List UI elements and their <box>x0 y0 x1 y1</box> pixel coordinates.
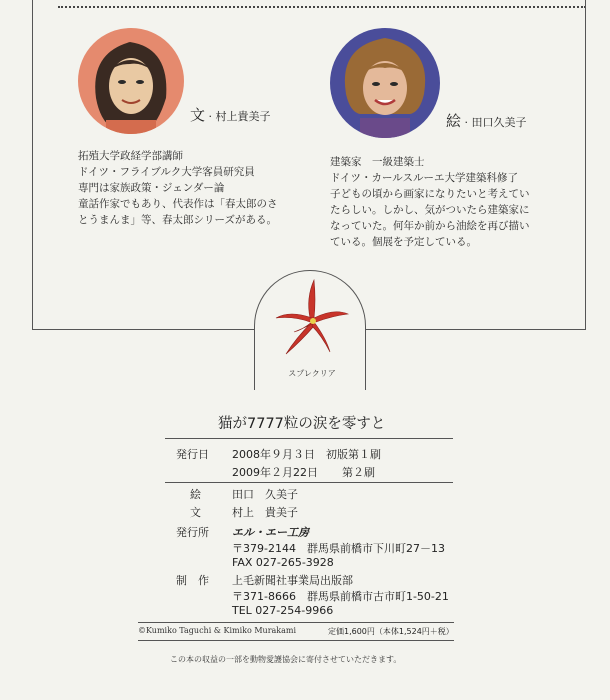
author-credit-separator: · <box>205 110 216 123</box>
illus-label: 絵 <box>190 488 201 501</box>
illustrator-bio-line: ている。個展を予定している。 <box>330 236 477 248</box>
illustrator-role: 絵 <box>446 112 462 130</box>
illustrator-credit-separator: · <box>461 116 472 129</box>
author-role: 文 <box>190 106 206 124</box>
author-bio <box>78 148 278 228</box>
illustrator-portrait <box>330 28 440 138</box>
illustrator-bio-line: たらしい。しかし、気がついたら建築家に <box>330 204 530 216</box>
illustrator-bio <box>330 154 530 250</box>
copyright: ©Kumiko Taguchi & Kimiko Murakami <box>138 626 297 635</box>
author-bio-line: 童話作家でもあり、代表作は「春太郎のさ <box>78 198 278 210</box>
illustrator-credit <box>446 110 527 131</box>
illustrator-bio-line: ドイツ・カールスルーエ大学建築科修了 <box>330 172 518 184</box>
colophon-rule <box>138 622 454 623</box>
bottom-rule <box>138 640 454 641</box>
illustrator-name: 田口久美子 <box>471 116 527 129</box>
production-address: 〒371-8666 群馬県前橋市古市町1-50-21 <box>232 590 449 603</box>
production-name: 上毛新聞社事業局出版部 <box>232 574 353 587</box>
author-bio-line: とうまんま」等、春太郎シリーズがある。 <box>78 214 277 226</box>
production-tel: TEL 027-254-9966 <box>232 604 334 617</box>
publisher-fax: FAX 027-265-3928 <box>232 556 334 569</box>
publisher-name: エル・エー工房 <box>232 526 309 539</box>
publisher-address: 〒379-2144 群馬県前橋市下川町27－13 <box>232 542 445 555</box>
issue2-edition: 第２刷 <box>342 466 375 479</box>
flower-caption: スプレクリア <box>288 369 336 378</box>
production-label: 制 作 <box>176 574 209 587</box>
issue1-date: 2008年９月３日 <box>232 448 315 461</box>
price: 定価1,600円（本体1,524円＋税） <box>328 627 454 636</box>
issue2-date: 2009年２月22日 <box>232 466 318 479</box>
donation-notice: この本の収益の一部を動物愛護協会に寄付させていただきます。 <box>170 655 402 664</box>
book-title: 猫が7777粒の涙を零すと <box>218 416 386 432</box>
issued-label: 発行日 <box>176 448 209 461</box>
author-name: 村上貴美子 <box>215 110 271 123</box>
text-label: 文 <box>190 506 201 519</box>
author-credit <box>190 104 271 125</box>
publisher-label: 発行所 <box>176 526 209 539</box>
illustrator-bio-line: 子どもの頃から画家になりたいと考えてい <box>330 188 530 200</box>
dates-rule <box>165 482 453 483</box>
illustrator-bio-line: 建築家 一級建築士 <box>330 156 425 168</box>
issue1-edition: 初版第１刷 <box>326 448 381 461</box>
author-bio-line: 拓殖大学政経学部講師 <box>78 150 183 162</box>
author-bio-line: ドイツ・フライブルク大学客員研究員 <box>78 166 255 178</box>
text-name: 村上 貴美子 <box>232 506 298 519</box>
title-rule <box>165 438 453 439</box>
illustrator-bio-line: なっていた。何年か前から油絵を再び描い <box>330 220 530 232</box>
orchid-illustration <box>272 278 352 358</box>
author-portrait <box>78 28 184 134</box>
illus-name: 田口 久美子 <box>232 488 298 501</box>
author-bio-line: 専門は家族政策・ジェンダー論 <box>78 182 225 194</box>
